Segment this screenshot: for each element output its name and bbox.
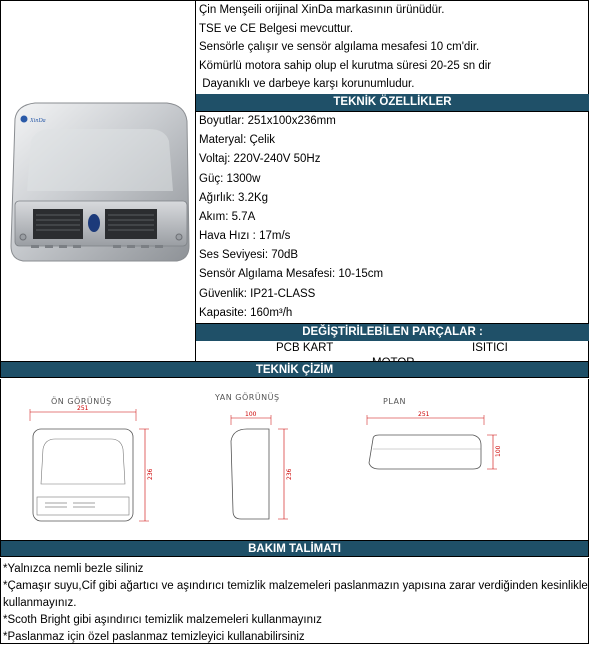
care-instructions [0,558,589,644]
spec-list [196,111,589,324]
spec-item: Ses Seviyesi: 70dB [199,249,299,262]
spec-item: Hava Hızı : 17m/s [199,230,291,243]
intro-line: Kömürlü motora sahip olup el kurutma süresi 20-25 sn dir [199,59,492,72]
parts-row [196,341,589,357]
plan-view-label: PLAN [383,397,406,406]
drawing-canvas [1,379,588,541]
care-item: *Paslanmaz için özel paslanmaz temizleyici kullanabilirsiniz [3,631,305,643]
plan-height-value: 100 [495,445,502,457]
front-view-label: ÖN GÖRÜNÜŞ [51,397,112,406]
care-item: *Çamaşır suyu,Cif gibi ağartıcı ve aşındırıcı temizlik malzemeleri paslanmazın yapısına zarar verdiğinden kesinlikle kullanmayınız. [3,580,588,609]
intro-line: Dayanıklı ve darbeye karşı korunumludur. [199,78,415,91]
side-width-value: 100 [245,411,257,418]
intro-line: TSE ve CE Belgesi mevcuttur. [199,22,354,35]
intro-line: Çin Menşeili orijinal XinDa markasının ürünüdür. [199,4,445,16]
spec-item: Kapasite: 160m³/h [199,306,293,319]
plan-view-outline [369,435,481,469]
brand-logo: XinDa [30,118,46,124]
brand-logo-icon [21,116,28,123]
spec-item: Voltaj: 220V-240V 50Hz [199,153,321,166]
spec-header: TEKNİK ÖZELLİKLER [196,94,589,111]
spec-item: Güvenlik: IP21-CLASS [199,287,316,300]
spec-item: Materyal: Çelik [199,134,276,147]
parts-header: DEĞİŞTİRİLEBİLEN PARÇALAR : [196,324,589,341]
care-item: *Yalnızca nemli bezle siliniz [3,563,144,575]
front-width-value: 251 [77,405,89,412]
side-height-value: 236 [286,468,293,480]
front-height-value: 236 [147,468,154,480]
spec-item: Güç: 1300w [199,172,261,185]
care-item: *Scoth Bright gibi aşındırıcı temizlik malzemeleri kullanmayınız [3,614,322,626]
side-view-outline [231,429,269,519]
info-column [196,1,589,373]
side-view-label: YAN GÖRÜNÜŞ [215,393,280,402]
plan-width-value: 251 [418,411,430,418]
drawing-header: TEKNİK ÇİZİM [0,361,589,378]
intro-list [196,1,589,94]
product-image-cell [1,1,196,363]
hand-dryer-image [1,1,195,361]
spec-item: Akım: 5.7A [199,210,256,223]
spec-item: Sensör Algılama Mesafesi: 10-15cm [199,268,384,281]
part-pcb: PCB KART [276,342,334,355]
spec-item: Boyutlar: 251x100x236mm [199,114,336,127]
part-heater: ISITICI [472,342,508,355]
intro-line: Sensörle çalışır ve sensör algılama mesafesi 10 cm'dir. [199,41,480,54]
spec-item: Ağırlık: 3.2Kg [199,191,269,204]
care-header: BAKIM TALİMATI [0,540,589,557]
technical-drawing [0,379,589,541]
